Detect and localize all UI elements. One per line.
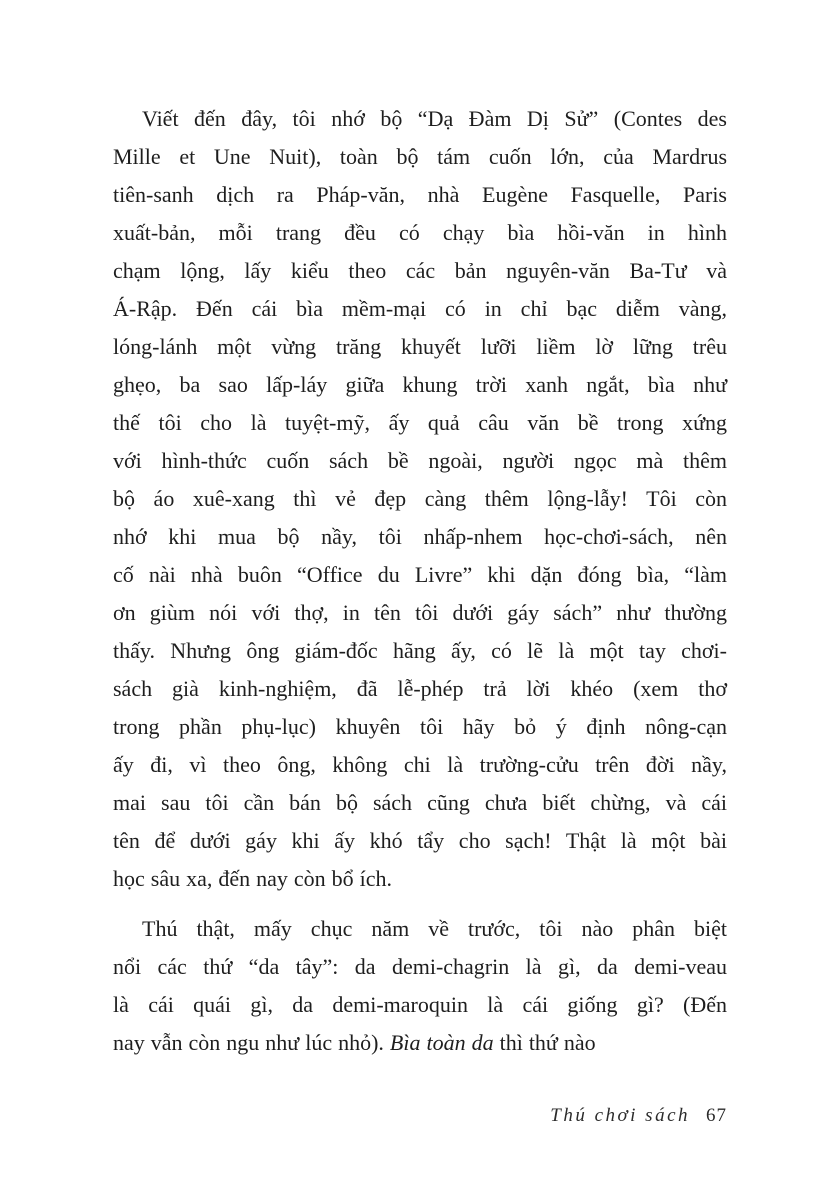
running-title: Thú chơi sách [550,1105,690,1126]
text-line: học sâu xa, đến nay còn bổ ích. [113,866,393,891]
text-line: tên để dưới gáy khi ấy khó tẩy cho sạch! Thật là một bài [113,828,727,853]
text-line: Thú thật, mấy chục năm về trước, tôi nào phân biệt [142,916,727,941]
text-line: ấy đi, vì theo ông, không chi là trường-cửu trên đời nầy, [113,752,727,777]
italic-phrase: Bìa toàn da [389,1030,494,1055]
text-line: bộ áo xuê-xang thì vẻ đẹp càng thêm lộng-lẫy! Tôi còn [113,486,727,511]
text-line: Viết đến đây, tôi nhớ bộ “Dạ Đàm Dị Sử” (Contes des [142,106,727,131]
text-line: mai sau tôi cần bán bộ sách cũng chưa biết chừng, và cái [113,790,727,815]
text-line [113,1024,727,1062]
body-text [113,100,727,1062]
paragraph-2 [113,910,727,1062]
page-footer [550,1103,727,1129]
text-line: lóng-lánh một vừng trăng khuyết lưỡi liềm lờ lững trêu [113,334,727,359]
text-line: xuất-bản, mỗi trang đều có chạy bìa hồi-văn in hình [113,220,727,245]
text-line: Mille et Une Nuit), toàn bộ tám cuốn lớn, của Mardrus [113,144,727,169]
text-line: với hình-thức cuốn sách bề ngoài, người ngọc mà thêm [113,448,727,473]
text-line: Á-Rập. Đến cái bìa mềm-mại có in chỉ bạc diễm vàng, [113,296,727,321]
text-line: ơn giùm nói với thợ, in tên tôi dưới gáy sách” như thường [113,600,727,625]
text-line: thấy. Nhưng ông giám-đốc hãng ấy, có lẽ là một tay chơi- [113,638,727,663]
text-line: nổi các thứ “da tây”: da demi-chagrin là gì, da demi-veau [113,954,727,979]
text-line: sách già kinh-nghiệm, đã lễ-phép trả lời khéo (xem thơ [113,676,727,701]
text-line: tiên-sanh dịch ra Pháp-văn, nhà Eugène Fasquelle, Paris [113,182,727,207]
page-number: 67 [706,1105,727,1126]
text-line: là cái quái gì, da demi-maroquin là cái giống gì? (Đến [113,992,727,1017]
text-line: cố nài nhà buôn “Office du Livre” khi dặn đóng bìa, “làm [113,562,727,587]
text-line: chạm lộng, lấy kiểu theo các bản nguyên-văn Ba-Tư và [113,258,727,283]
text-line: trong phần phụ-lục) khuyên tôi hãy bỏ ý định nông-cạn [113,714,727,739]
text-segment: nay vẫn còn ngu như lúc nhỏ). [113,1030,390,1055]
paragraph-1 [113,100,727,898]
text-line: nhớ khi mua bộ nầy, tôi nhấp-nhem học-chơi-sách, nên [113,524,727,549]
text-segment: thì thứ nào [493,1030,596,1055]
text-line: thế tôi cho là tuyệt-mỹ, ấy quả câu văn bề trong xứng [113,410,727,435]
text-line: ghẹo, ba sao lấp-láy giữa khung trời xanh ngắt, bìa như [113,372,727,397]
